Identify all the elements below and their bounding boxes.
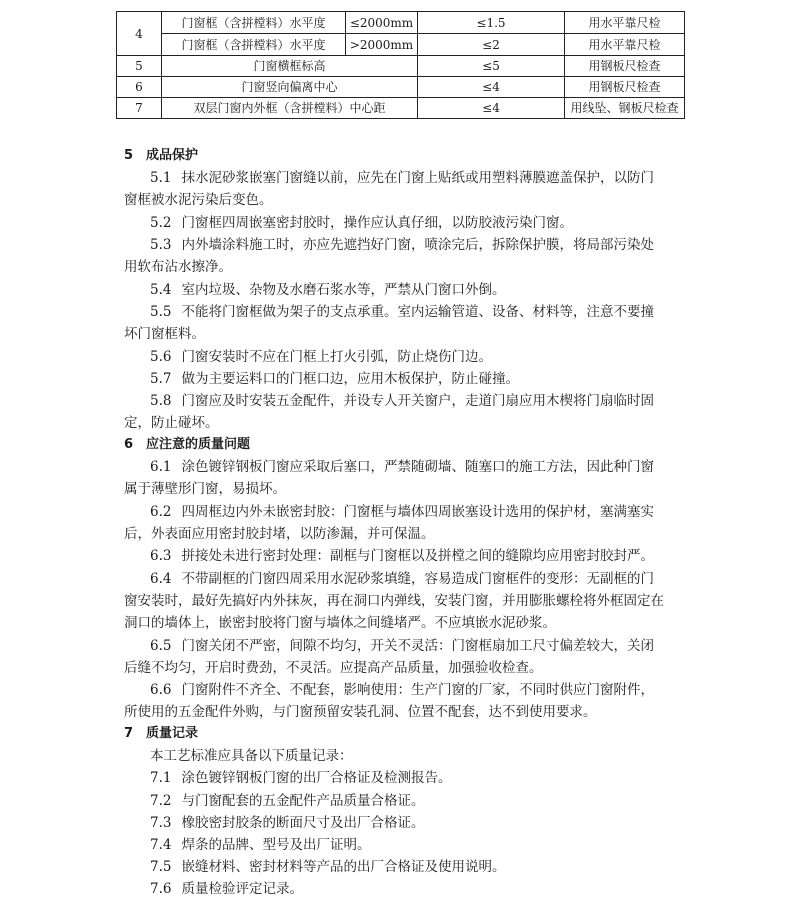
item-number: 7.5	[150, 859, 172, 875]
item-text: 做为主要运料口的门框口边，应用木板保护，防止碰撞。	[181, 371, 519, 387]
tolerance-cell: ≤5	[418, 56, 565, 77]
item-text: 室内垃圾、杂物及水磨石浆水等，严禁从门窗口外倒。	[181, 282, 506, 298]
item-number: 5.7	[150, 371, 172, 387]
item-text: 涂色镀锌钢板门窗的出厂合格证及检测报告。	[181, 770, 452, 786]
item-text: 拼接处未进行密封处理：副框与门窗框以及拼樘之间的缝隙均应用密封胶封严。	[181, 548, 654, 564]
list-item	[150, 212, 573, 234]
list-item	[150, 368, 519, 390]
item-cell: 双层门窗内外框（含拼樘料）中心距	[162, 98, 418, 119]
list-item	[150, 679, 654, 701]
method-cell: 用钢板尺检查	[565, 56, 685, 77]
list-item	[150, 301, 654, 323]
item-number: 6.6	[150, 682, 172, 698]
condition-cell: ≤2000mm	[346, 12, 418, 34]
item-number: 5.2	[150, 215, 172, 231]
row-number: 6	[117, 77, 162, 98]
list-item	[150, 346, 492, 368]
list-item	[150, 878, 303, 900]
tolerance-cell: ≤2	[418, 34, 565, 56]
list-item	[150, 167, 654, 189]
item-text-continued: 所使用的五金配件外购，与门窗预留安装孔洞、位置不配套，达不到使用要求。	[124, 704, 597, 720]
item-number: 5.4	[150, 282, 172, 298]
item-text: 嵌缝材料、密封材料等产品的出厂合格证及使用说明。	[181, 859, 506, 875]
item-text: 门窗关闭不严密，间隙不均匀，开关不灵活：门窗框扇加工尺寸偏差较大，关闭	[181, 638, 654, 654]
item-number: 7.6	[150, 881, 172, 897]
method-cell: 用水平靠尺检	[565, 34, 685, 56]
table-row	[117, 77, 685, 98]
item-text: 门窗应及时安装五金配件，并设专人开关窗户，走道门扇应用木楔将门扇临时固	[181, 393, 654, 409]
table-row	[117, 98, 685, 119]
list-item	[150, 635, 654, 657]
item-number: 7.3	[150, 815, 172, 831]
item-text-continued: 定，防止碰坏。	[124, 415, 219, 431]
item-number: 5.3	[150, 237, 172, 253]
list-item	[150, 279, 505, 301]
item-number: 7.1	[150, 770, 172, 786]
item-number: 6.2	[150, 504, 172, 520]
item-number: 7.4	[150, 837, 172, 853]
item-number: 6.5	[150, 638, 172, 654]
tolerance-cell: ≤4	[418, 77, 565, 98]
tolerance-table	[116, 11, 685, 119]
row-number: 7	[117, 98, 162, 119]
method-cell: 用水平靠尺检	[565, 12, 685, 34]
list-item	[150, 834, 370, 856]
list-item	[150, 568, 654, 590]
table-row	[117, 12, 685, 34]
item-text: 内外墙涂料施工时，亦应先遮挡好门窗，喷涂完后，拆除保护膜，将局部污染处	[181, 237, 654, 253]
list-item	[150, 767, 451, 789]
item-text-continued: 后，外表面应用密封胶封堵，以防渗漏，并可保温。	[124, 526, 435, 542]
item-text: 四周框边内外未嵌密封胶：门窗框与墙体四周嵌塞设计选用的保护材，塞满塞实	[181, 504, 654, 520]
item-text-continued: 属于薄壁形门窗，易损坏。	[124, 481, 286, 497]
table-row	[117, 56, 685, 77]
list-item	[150, 234, 654, 256]
item-text: 门窗框四周嵌塞密封胶时，操作应认真仔细，以防胶液污染门窗。	[181, 215, 573, 231]
list-item	[150, 456, 654, 478]
item-cell: 门窗框（含拼樘料）水平度	[162, 12, 346, 34]
list-item	[150, 501, 654, 523]
condition-cell: >2000mm	[346, 34, 418, 56]
item-text-continued: 窗框被水泥污染后变色。	[124, 192, 273, 208]
item-text: 门窗安装时不应在门框上打火引弧，防止烧伤门边。	[181, 349, 492, 365]
item-number: 6.4	[150, 571, 172, 587]
section-intro: 本工艺标准应具备以下质量记录：	[150, 748, 353, 764]
tolerance-cell: ≤4	[418, 98, 565, 119]
item-cell: 门窗框（含拼樘料）水平度	[162, 34, 346, 56]
list-item	[150, 856, 505, 878]
item-text: 焊条的品牌、型号及出厂证明。	[181, 837, 371, 853]
table-row	[117, 34, 685, 56]
item-text-continued: 用软布沾水擦净。	[124, 259, 232, 275]
item-text: 橡胶密封胶条的断面尺寸及出厂合格证。	[181, 815, 425, 831]
item-number: 5.1	[150, 170, 172, 186]
item-text: 与门窗配套的五金配件产品质量合格证。	[181, 793, 425, 809]
item-cell: 门窗竖向偏离中心	[162, 77, 418, 98]
list-item	[150, 390, 654, 412]
list-item	[150, 812, 424, 834]
item-text-continued: 窗安装时，最好先搞好内外抹灰，再在洞口内弹线，安装门窗，并用膨胀螺栓将外框固定在	[124, 593, 664, 609]
section-heading: 7 质量记录	[124, 726, 199, 741]
item-text: 抹水泥砂浆嵌塞门窗缝以前，应先在门窗上贴纸或用塑料薄膜遮盖保护，以防门	[181, 170, 654, 186]
item-text-continued: 后缝不均匀，开启时费劲，不灵活。应提高产品质量，加强验收检查。	[124, 660, 543, 676]
item-number: 5.6	[150, 349, 172, 365]
item-text-continued: 洞口的墙体上，嵌密封胶将门窗与墙体之间缝堵严。不应填嵌水泥砂浆。	[124, 615, 556, 631]
row-number: 4	[117, 12, 162, 56]
item-cell: 门窗横框标高	[162, 56, 418, 77]
item-text-continued: 坏门窗框料。	[124, 326, 205, 342]
tolerance-cell: ≤1.5	[418, 12, 565, 34]
item-text: 不带副框的门窗四周采用水泥砂浆填缝，容易造成门窗框件的变形：无副框的门	[181, 571, 654, 587]
method-cell: 用钢板尺检查	[565, 77, 685, 98]
section-heading: 5 成品保护	[124, 148, 199, 163]
list-item	[150, 790, 424, 812]
method-cell: 用线坠、钢板尺检查	[565, 98, 685, 119]
row-number: 5	[117, 56, 162, 77]
item-number: 5.8	[150, 393, 172, 409]
item-number: 6.3	[150, 548, 172, 564]
item-number: 5.5	[150, 304, 172, 320]
item-number: 7.2	[150, 793, 172, 809]
section-heading: 6 应注意的质量问题	[124, 437, 251, 452]
item-text: 不能将门窗框做为架子的支点承重。室内运输管道、设备、材料等，注意不要撞	[181, 304, 654, 320]
item-number: 6.1	[150, 459, 172, 475]
item-text: 质量检验评定记录。	[181, 881, 303, 897]
item-text: 门窗附件不齐全、不配套，影响使用：生产门窗的厂家，不同时供应门窗附件，	[181, 682, 654, 698]
list-item	[150, 545, 654, 567]
item-text: 涂色镀锌钢板门窗应采取后塞口，严禁随砌墙、随塞口的施工方法，因此种门窗	[181, 459, 654, 475]
